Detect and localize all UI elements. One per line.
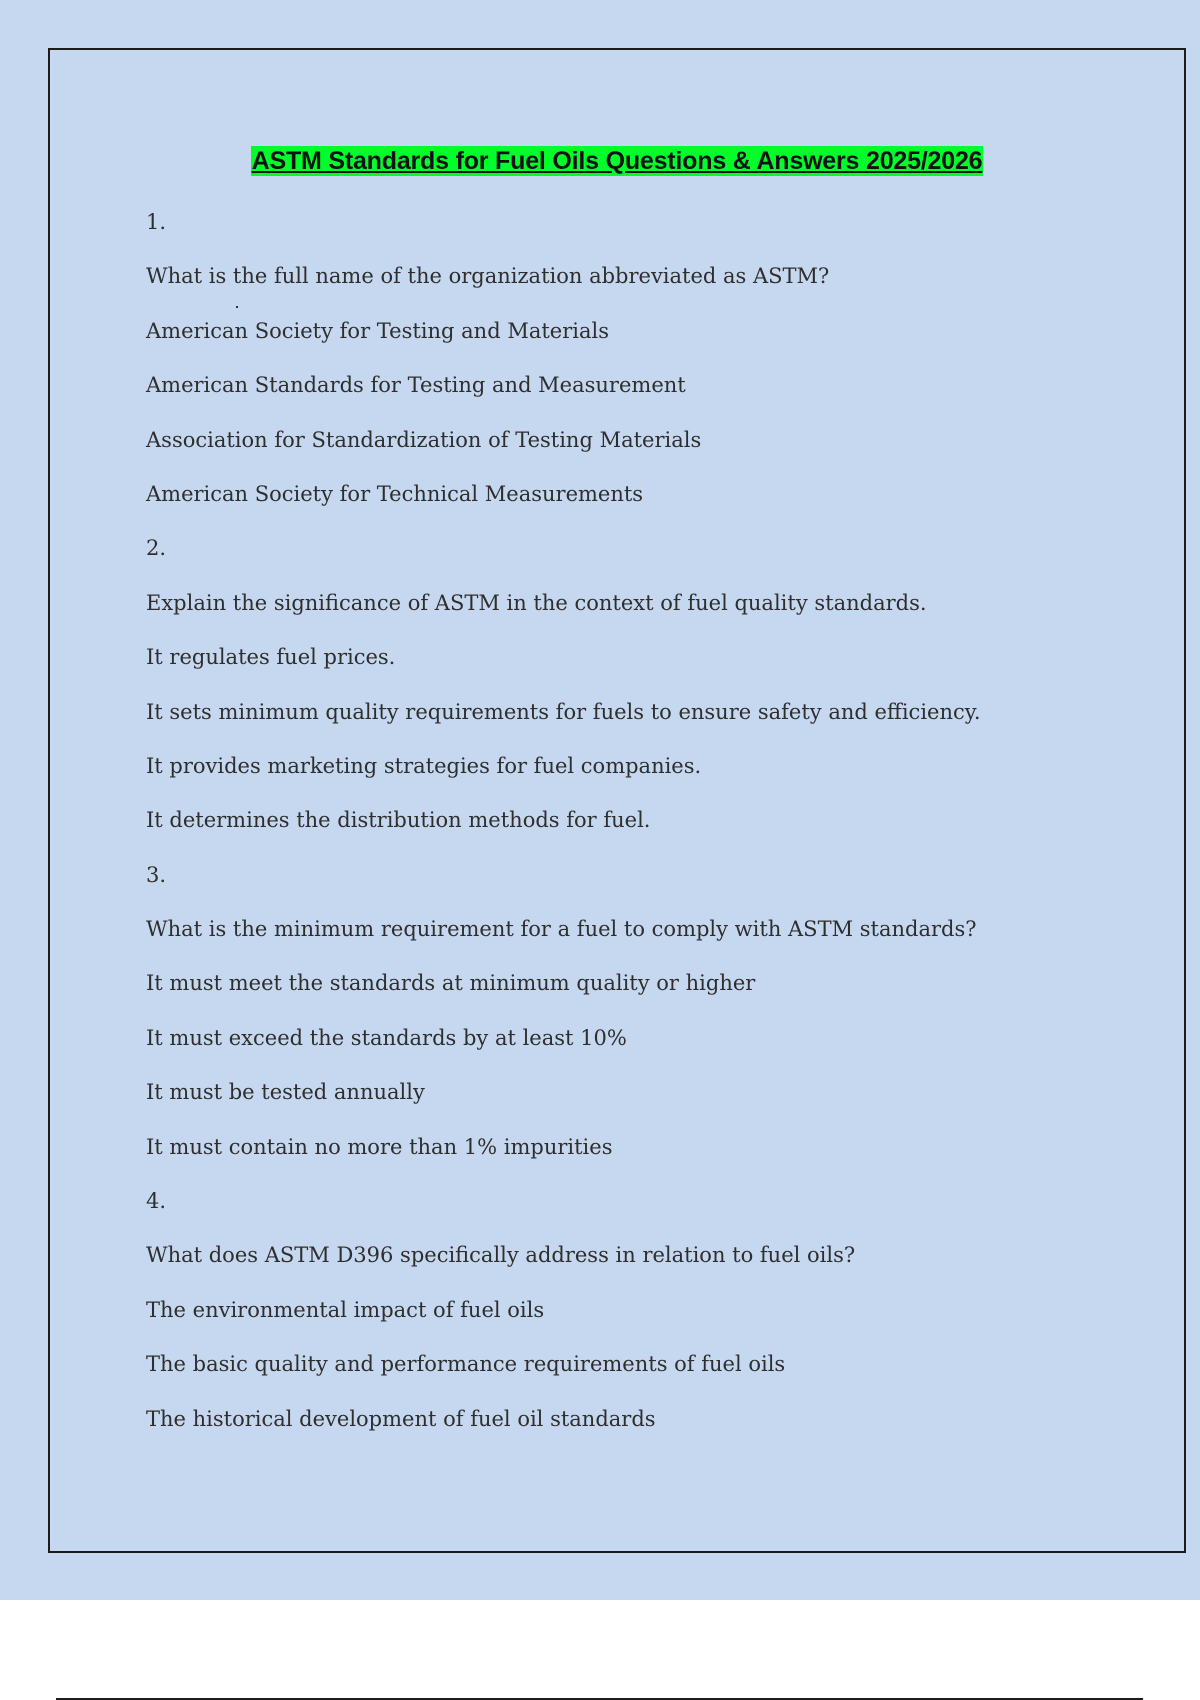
question-text: What does ASTM D396 specifically address in relation to fuel oils? bbox=[146, 1243, 856, 1268]
question-number: 4. bbox=[146, 1189, 167, 1214]
title-container bbox=[0, 146, 1200, 176]
answer-option: It must contain no more than 1% impurities bbox=[146, 1134, 613, 1159]
answer-option: The historical development of fuel oil standards bbox=[146, 1406, 656, 1431]
question-number: 1. bbox=[146, 210, 167, 234]
answer-option: It determines the distribution methods for fuel. bbox=[146, 808, 651, 833]
answer-option: It must be tested annually bbox=[146, 1080, 425, 1105]
answer-option: American Society for Testing and Materials bbox=[146, 318, 609, 343]
answer-option: It regulates fuel prices. bbox=[146, 645, 396, 670]
document-title: ASTM Standards for Fuel Oils Questions & Answers 2025/2026 bbox=[251, 147, 983, 175]
question-number: 2. bbox=[146, 536, 167, 561]
answer-option: It provides marketing strategies for fuel companies. bbox=[146, 753, 702, 778]
answer-option: American Standards for Testing and Measurement bbox=[146, 373, 686, 398]
answer-option: The environmental impact of fuel oils bbox=[146, 1297, 545, 1322]
answer-option: Association for Standardization of Testing Materials bbox=[146, 427, 702, 452]
answer-option: American Society for Technical Measurements bbox=[146, 481, 644, 506]
question-text: What is the minimum requirement for a fuel to comply with ASTM standards? bbox=[146, 917, 977, 942]
answer-option: It sets minimum quality requirements for fuels to ensure safety and efficiency. bbox=[146, 699, 981, 724]
question-list bbox=[146, 203, 1046, 1454]
answer-option: It must meet the standards at minimum quality or higher bbox=[146, 971, 756, 996]
answer-option: It must exceed the standards by at least 10% bbox=[146, 1025, 627, 1050]
question-text: Explain the significance of ASTM in the context of fuel quality standards. bbox=[146, 590, 927, 615]
answer-option: The basic quality and performance requirements of fuel oils bbox=[146, 1352, 786, 1377]
question-number: 3. bbox=[146, 862, 167, 887]
question-text: What is the full name of the organization abbreviated as ASTM? bbox=[146, 264, 830, 289]
